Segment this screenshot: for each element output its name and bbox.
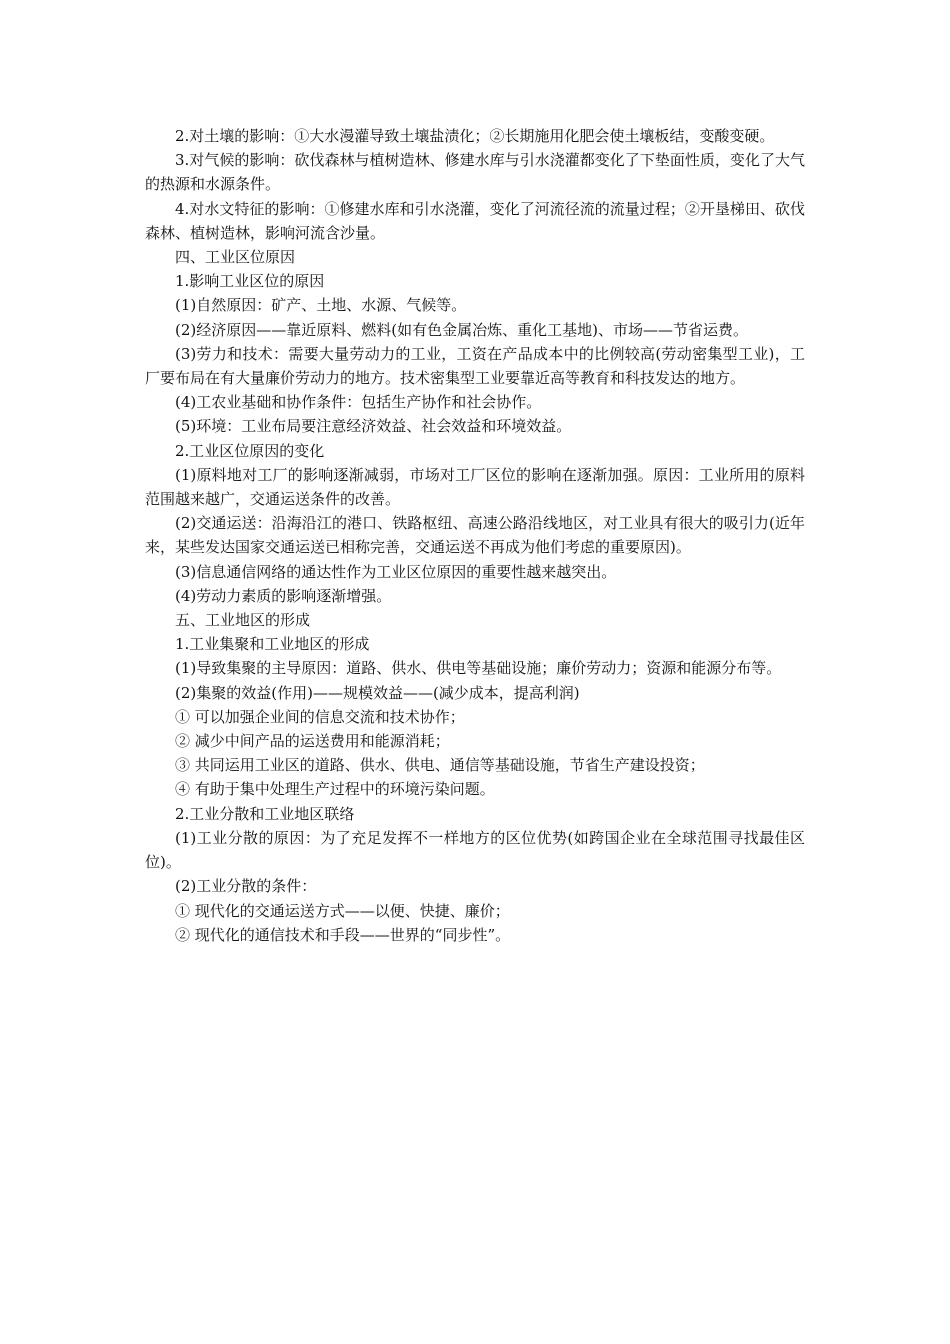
subheading-location-factors: 1.影响工业区位的原因	[175, 272, 325, 291]
paragraph-agglomeration-causes: (1)导致集聚的主导原因：道路、供水、供电等基础设施；廉价劳动力；资源和能源分布等。	[175, 659, 782, 678]
paragraph-environment: (5)环境：工业布局要注意经济效益、社会效益和环境效益。	[175, 417, 572, 436]
paragraph-climate-impact: 3.对气候的影响：砍伐森林与植树造林、修建水库与引水浇灌都变化了下垫面性质，变化了大气的热源和水源条件。	[145, 151, 805, 194]
paragraph-information-network: (3)信息通信网络的通达性作为工业区位原因的重要性越来越突出。	[175, 562, 617, 581]
paragraph-hydrology-impact: 4.对水文特征的影响：①修建水库和引水浇灌，变化了河流径流的流量过程；②开垦梯田、砍伐森林、植树造林，影响河流含沙量。	[145, 199, 805, 242]
section-heading-industrial-regions: 五、工业地区的形成	[175, 611, 311, 630]
paragraph-raw-material-change: (1)原料地对工厂的影响逐渐减弱，市场对工厂区位的影响在逐渐加强。原因：工业所用的原料范围越来越广，交通运送条件的改善。	[145, 465, 805, 509]
paragraph-industrial-base: (4)工农业基础和协作条件：包括生产协作和社会协作。	[175, 393, 542, 412]
paragraph-dispersion-causes: (1)工业分散的原因：为了充足发挥不一样地方的区位优势(如跨国企业在全球范围寻找最佳区位)。	[145, 828, 805, 872]
document-page	[145, 124, 805, 947]
subheading-factor-changes: 2.工业区位原因的变化	[175, 441, 325, 460]
list-item-benefit-2: ② 减少中间产品的运送费用和能源消耗；	[175, 732, 450, 751]
paragraph-soil-impact: 2.对土壤的影响：①大水漫灌导致土壤盐渍化；②长期施用化肥会使土壤板结，变酸变硬。	[175, 127, 775, 145]
section-heading-industrial-location: 四、工业区位原因	[175, 248, 296, 267]
paragraph-labor-technology: (3)劳力和技术：需要大量劳动力的工业，工资在产品成本中的比例较高(劳动密集型工业)，工厂要布局在有大量廉价劳动力的地方。技术密集型工业要靠近高等教育和科技发达的地方。	[145, 344, 805, 388]
paragraph-transport: (2)交通运送：沿海沿江的港口、铁路枢纽、高速公路沿线地区，对工业具有很大的吸引力(近年来，某些发达国家交通运送已相称完善，交通运送不再成为他们考虑的重要原因)。	[145, 514, 805, 557]
list-item-condition-1: ① 现代化的交通运送方式——以便、快捷、廉价；	[175, 901, 510, 920]
paragraph-dispersion-conditions: (2)工业分散的条件：	[175, 877, 317, 896]
paragraph-labor-quality: (4)劳动力素质的影响逐渐增强。	[175, 586, 392, 605]
subheading-dispersion: 2.工业分散和工业地区联络	[175, 804, 355, 823]
list-item-condition-2: ② 现代化的通信技术和手段——世界的“同步性”。	[175, 925, 511, 944]
list-item-benefit-1: ① 可以加强企业间的信息交流和技术协作；	[175, 707, 465, 726]
paragraph-agglomeration-benefits: (2)集聚的效益(作用)——规模效益——(减少成本，提高利润)	[175, 683, 580, 702]
list-item-benefit-4: ④ 有助于集中处理生产过程中的环境污染问题。	[175, 780, 495, 799]
subheading-agglomeration: 1.工业集聚和工业地区的形成	[175, 635, 370, 654]
list-item-benefit-3: ③ 共同运用工业区的道路、供水、供电、通信等基础设施，节省生产建设投资；	[175, 756, 705, 775]
paragraph-economic-factors: (2)经济原因——靠近原料、燃料(如有色金属冶炼、重化工基地)、市场——节省运费。	[175, 320, 748, 339]
paragraph-natural-factors: (1)自然原因：矿产、土地、水源、气候等。	[175, 296, 467, 315]
